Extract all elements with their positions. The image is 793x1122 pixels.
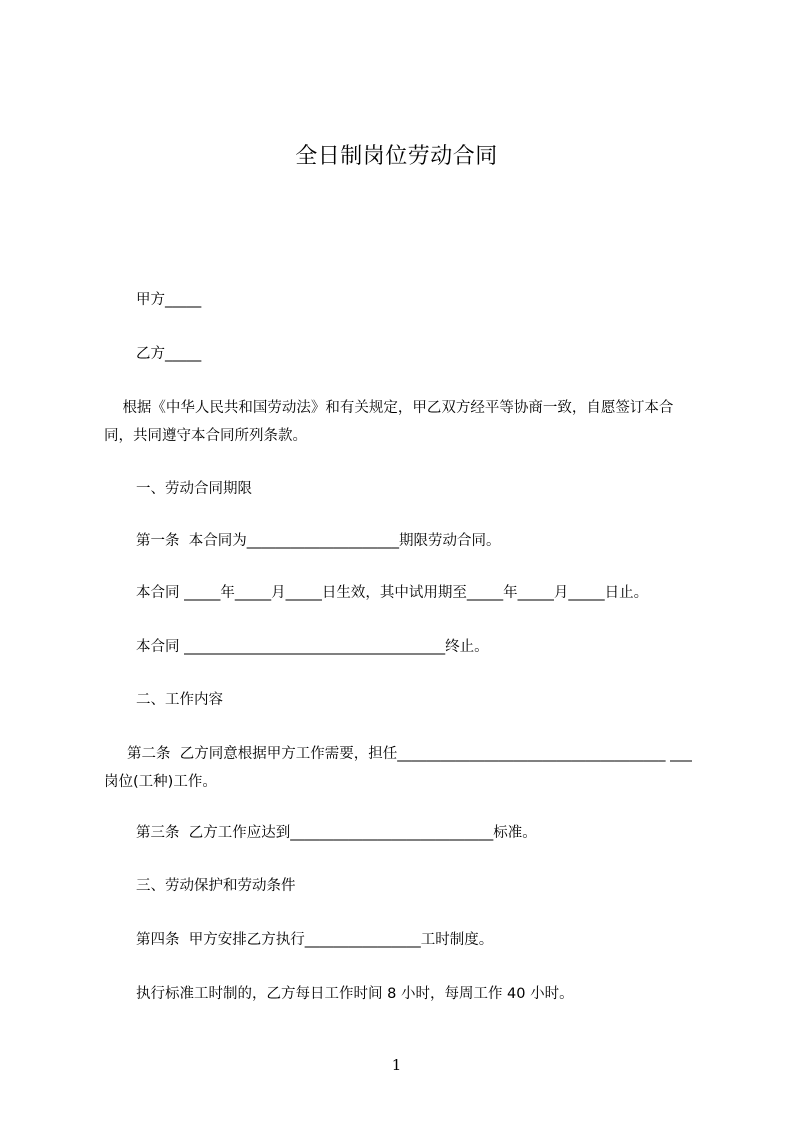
section-heading-work-content: 二、工作内容 [136,692,223,708]
document-title: 全日制岗位劳动合同 [295,144,498,169]
section-heading-labor-protection: 三、劳动保护和劳动条件 [136,878,296,894]
party-a-line: 甲方_____ [136,292,202,308]
page-number: 1 [391,1056,402,1074]
article-1-termination: 本合同 ____________________________________终止。 [136,639,489,655]
section-heading-contract-term: 一、劳动合同期限 [136,481,252,497]
article-1-effective-date: 本合同 _____年_____月_____日生效，其中试用期至_____年_____月_____日止。 [136,585,649,601]
article-4: 第四条 甲方安排乙方执行________________工时制度。 [136,932,494,948]
article-2: 第二条 乙方同意根据甲方工作需要，担任_____________________________________ ___岗位(工种)工作。 [104,746,692,790]
article-4-standard-hours: 执行标准工时制的，乙方每日工作时间 8 小时，每周工作 40 小时。 [136,986,574,1002]
party-b-line: 乙方_____ [136,346,202,362]
article-3: 第三条 乙方工作应达到____________________________标准。 [136,825,537,841]
article-1: 第一条 本合同为_____________________期限劳动合同。 [136,533,501,549]
preamble-paragraph: 根据《中华人民共和国劳动法》和有关规定，甲乙双方经平等协商一致，自愿签订本合同，共同遵守本合同所列条款。 [104,400,674,444]
